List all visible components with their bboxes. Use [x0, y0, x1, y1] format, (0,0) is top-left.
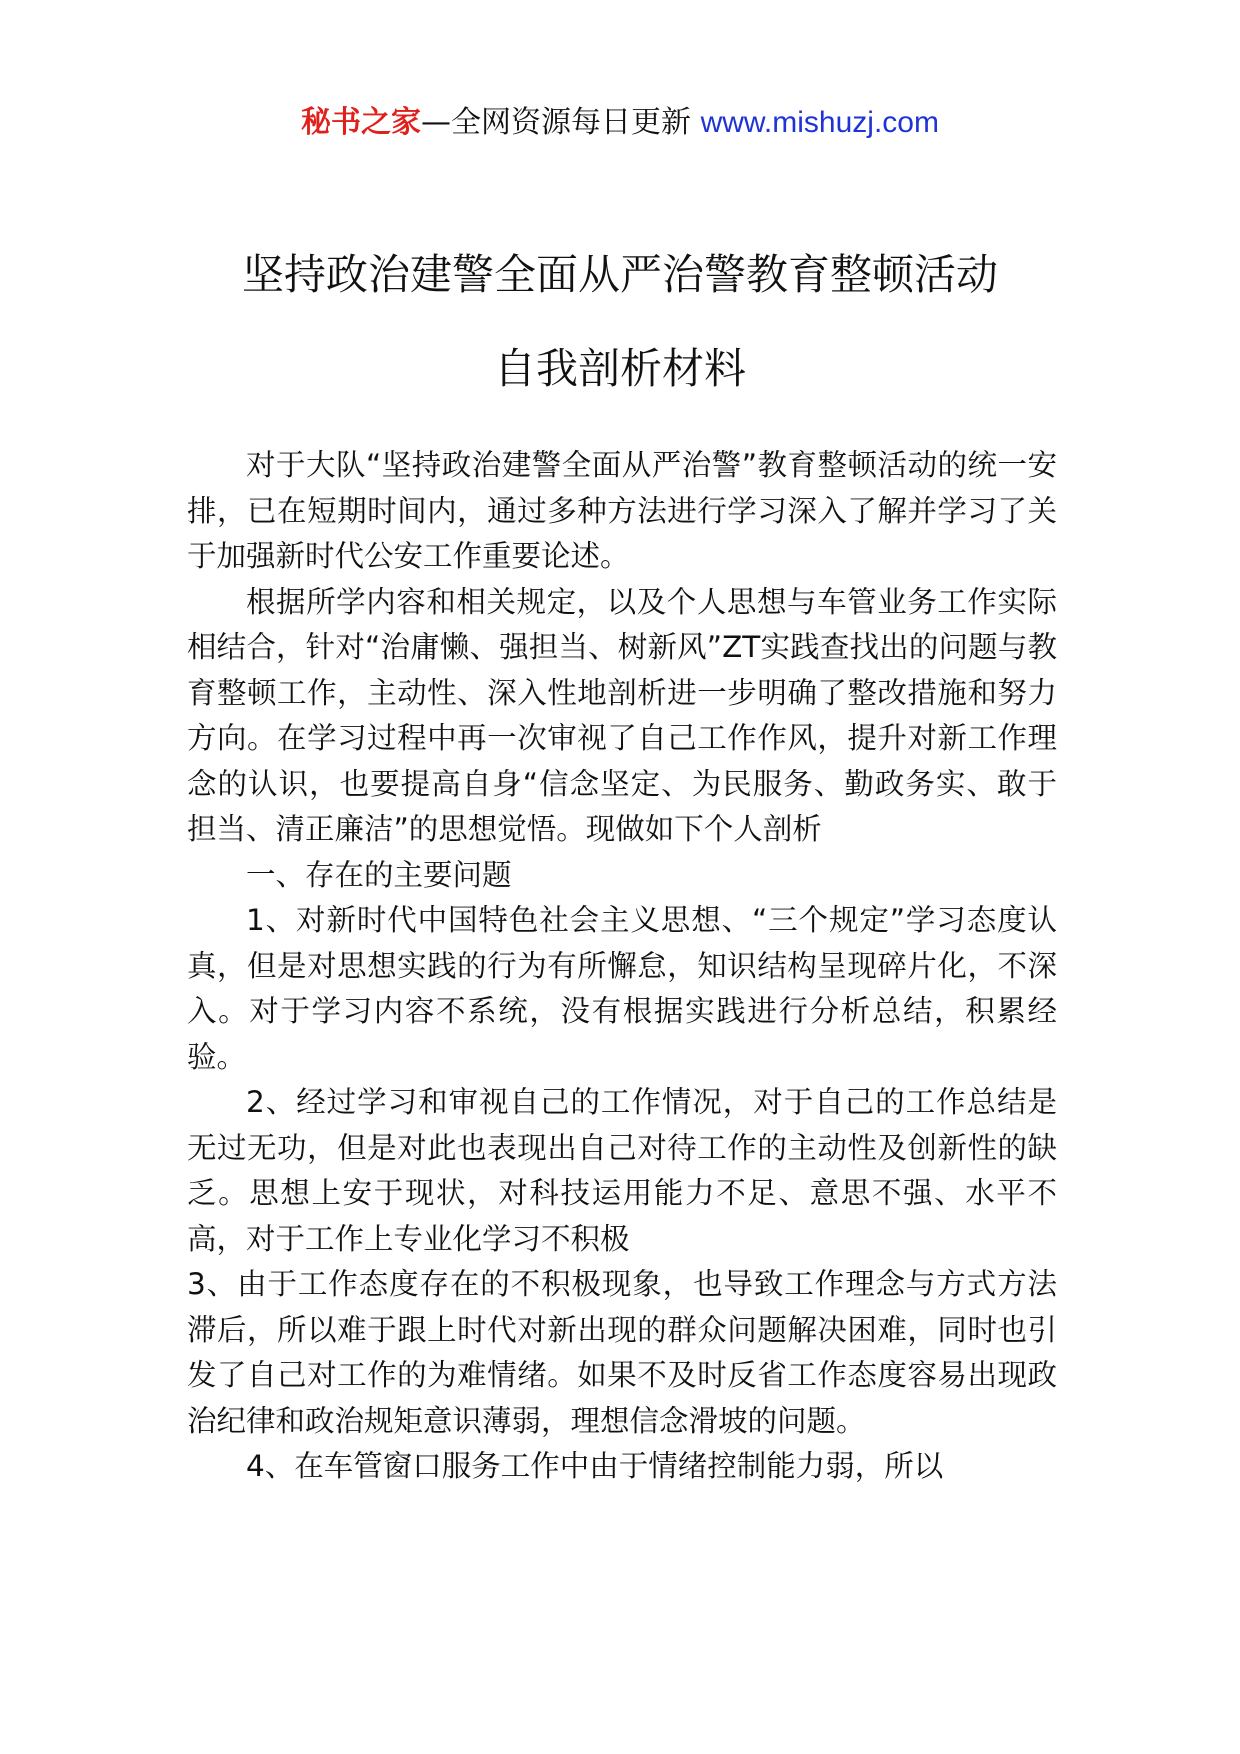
- document-title-line-2: 自我剖析材料: [493, 344, 746, 393]
- site-brand: 秘书之家: [301, 105, 422, 140]
- document-body: [187, 443, 1057, 1490]
- section-heading-problems: 一、存在的主要问题: [246, 857, 512, 892]
- site-slogan: —全网资源每日更新: [421, 105, 701, 140]
- site-url-link[interactable]: www.mishuzj.com: [700, 106, 939, 139]
- site-header: [0, 100, 1240, 146]
- paragraph-problem-3: 3、由于工作态度存在的不积极现象，也导致工作理念与方式方法滞后，所以难于跟上时代对新出现的群众问题解决困难，同时也引发了自己对工作的为难情绪。如果不及时反省工作态度容易出现政治纪律和政治规矩意识薄弱，理想信念滑坡的问题。: [187, 1267, 1057, 1438]
- paragraph-intro: 对于大队“坚持政治建警全面从严治警”教育整顿活动的统一安排，已在短期时间内，通过多种方法进行学习深入了解并学习了关于加强新时代公安工作重要论述。: [187, 448, 1057, 573]
- paragraph-problem-1: 1、对新时代中国特色社会主义思想、“三个规定”学习态度认真，但是对思想实践的行为有所懈怠，知识结构呈现碎片化，不深入。对于学习内容不系统，没有根据实践进行分析总结，积累经验。: [187, 903, 1057, 1074]
- paragraph-basis: 根据所学内容和相关规定，以及个人思想与车管业务工作实际相结合，针对“治庸懒、强担当、树新风”ZT实践查找出的问题与教育整顿工作，主动性、深入性地剖析进一步明确了整改措施和努力方向。在学习过程中再一次审视了自己工作作风，提升对新工作理念的认识，也要提高自身“信念坚定、为民服务、勤政务实、敢于担当、清正廉洁”的思想觉悟。现做如下个人剖析: [187, 584, 1057, 846]
- paragraph-problem-2: 2、经过学习和审视自己的工作情况，对于自己的工作总结是无过无功，但是对此也表现出自己对待工作的主动性及创新性的缺乏。思想上安于现状，对科技运用能力不足、意思不强、水平不高，对于工作上专业化学习不积极: [187, 1085, 1057, 1256]
- document-title: [0, 228, 1240, 416]
- paragraph-problem-4: 4、在车管窗口服务工作中由于情绪控制能力弱，所以: [246, 1449, 944, 1483]
- document-title-line-1: 坚持政治建警全面从严治警教育整顿活动: [241, 250, 998, 299]
